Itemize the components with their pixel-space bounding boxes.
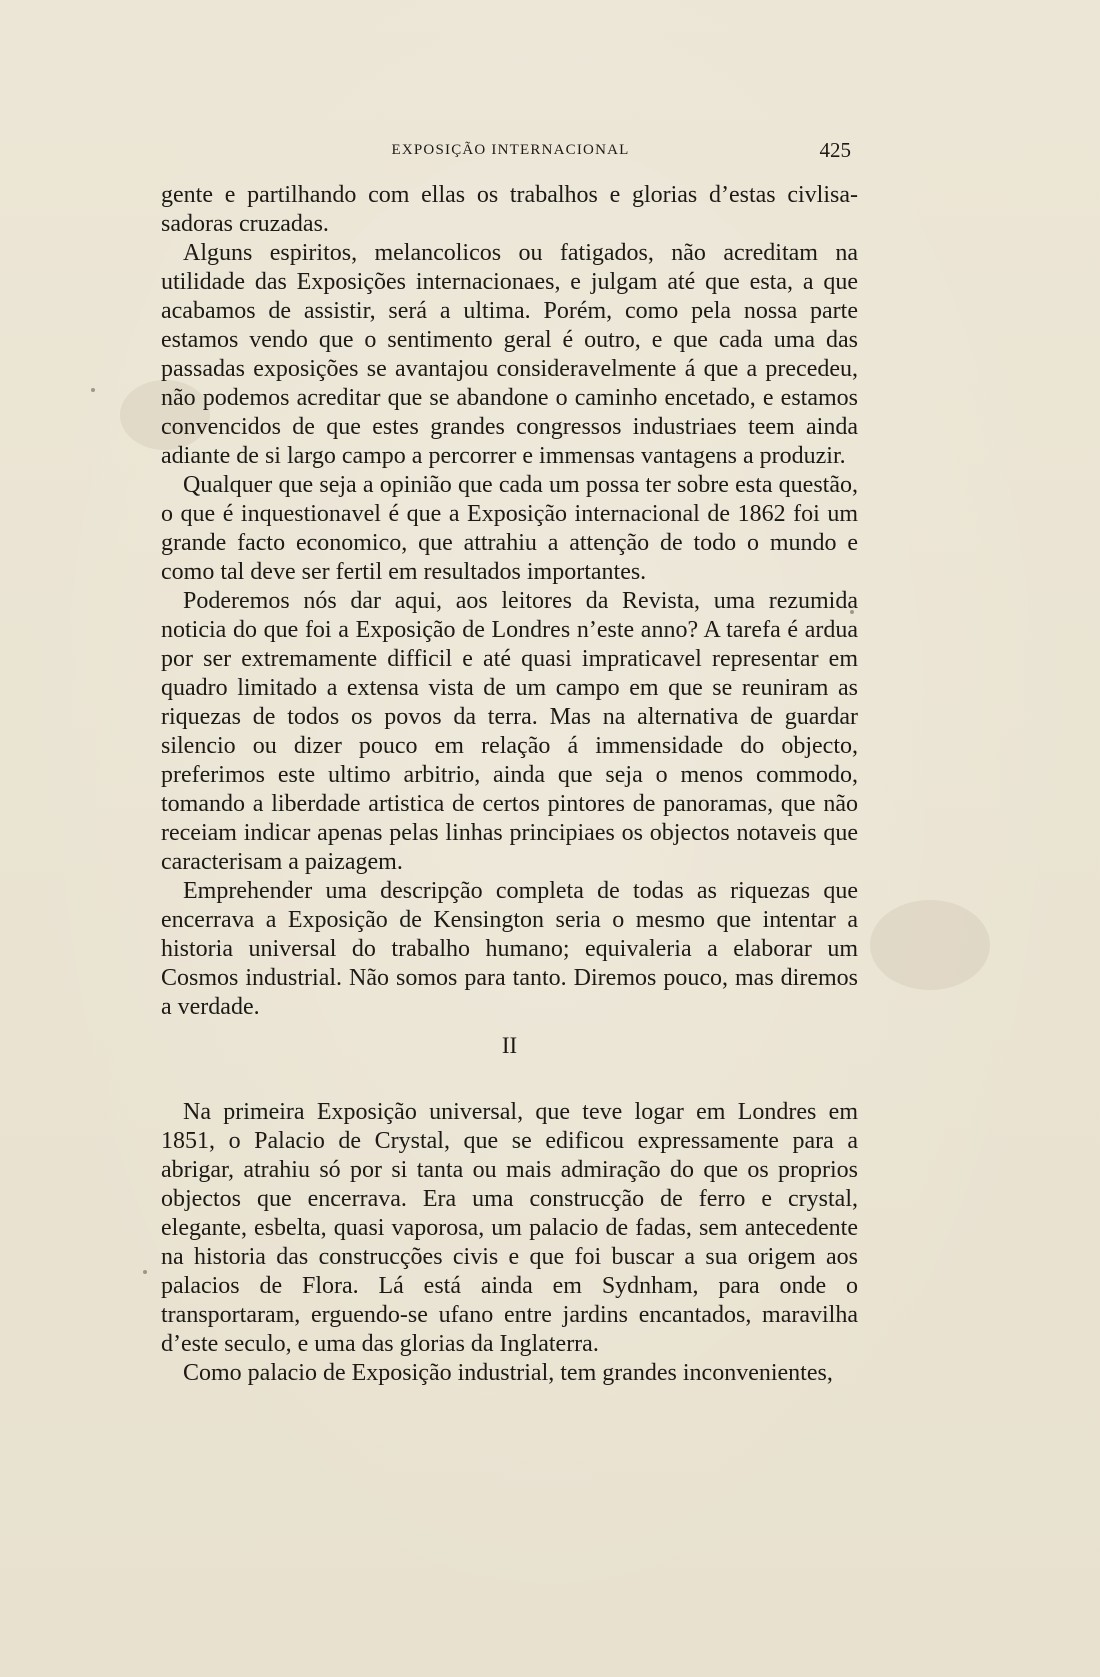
paper-speck bbox=[143, 1270, 147, 1274]
running-title: EXPOSIÇÃO INTERNACIONAL bbox=[391, 142, 630, 158]
paragraph: Na primeira Exposição universal, que teve logar em Londres em 1851, o Palacio de Crystal, que se edificou expressamente para a abrigar, atrahiu só por si tanta ou mais admiração do que os proprios objectos que encerrava. Era uma construcção de ferro e crystal, elegante, esbelta, quasi vaporosa, um palacio de fadas, sem antecedente na historia das construcções civis e que foi buscar a sua origem aos palacios de Flora. Lá está ainda em Sydnham, para onde o transportaram, erguendo-se ufano entre jardins encantados, maravilha d’este seculo, e uma das glorias da Inglaterra. bbox=[161, 1099, 858, 1357]
section-heading: II bbox=[501, 1033, 518, 1058]
paragraph: Qualquer que seja a opinião que cada um possa ter sobre esta questão, o que é inquestionavel é que a Exposição internacional de 1862 foi um grande facto economico, que attrahiu a attenção de todo o mundo e como tal deve ser fertil em resultados importantes. bbox=[161, 472, 858, 585]
page-header bbox=[168, 138, 853, 168]
paragraph: Alguns espiritos, melancolicos ou fatigados, não acreditam na utilidade das Exposições internacionaes, e julgam até que esta, a que acabamos de assistir, será a ultima. Porém, como pela nossa parte estamos vendo que o sentimento geral é outro, e que cada uma das passadas exposições se avantajou consideravelmente á que a precedeu, não podemos acreditar que se abandone o caminho encetado, e estamos convencidos de que estes grandes congressos industriaes teem ainda adiante de si largo campo a percorrer e immensas vantagens a produzir. bbox=[161, 240, 858, 469]
paragraph: gente e partilhando com ellas os trabalhos e glorias d’estas civlisa-sadoras cruzadas. bbox=[161, 182, 858, 237]
paragraph: Poderemos nós dar aqui, aos leitores da Revista, uma rezumida noticia do que foi a Exposição de Londres n’este anno? A tarefa é ardua por ser extremamente difficil e até quasi impraticavel representar em quadro limitado a extensa vista de um campo em que se reuniram as riquezas de todos os povos da terra. Mas na alternativa de guardar silencio ou dizer pouco em relação á immensidade do objecto, preferimos este ultimo arbitrio, ainda que seja o menos commodo, tomando a liberdade artistica de certos pintores de panoramas, que não receiam indicar apenas pelas linhas principiaes os objectos notaveis que caracterisam a paizagem. bbox=[161, 588, 858, 875]
paragraph: Emprehender uma descripção completa de todas as riquezas que encerrava a Exposição de Kensington seria o mesmo que intentar a historia universal do trabalho humano; equivaleria a elaborar um Cosmos industrial. Não somos para tanto. Diremos pouco, mas diremos a verdade. bbox=[161, 878, 858, 1020]
paragraph: Como palacio de Exposição industrial, tem grandes inconvenientes, bbox=[183, 1360, 833, 1386]
paper-speck bbox=[91, 388, 95, 392]
page-number: 425 bbox=[819, 138, 851, 162]
paper-stain bbox=[870, 900, 990, 990]
main-text bbox=[161, 181, 858, 1388]
